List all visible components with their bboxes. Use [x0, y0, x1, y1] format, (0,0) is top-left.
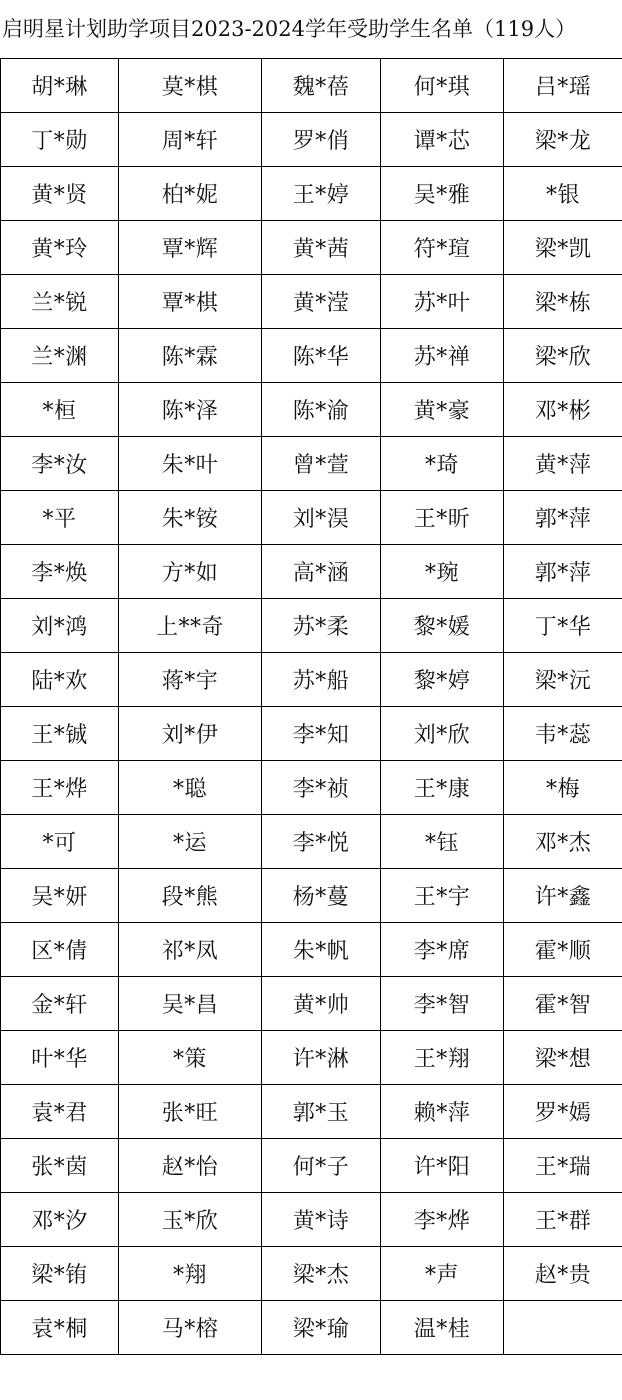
table-row: [1, 1085, 622, 1139]
student-name-cell: 丁*勋: [1, 113, 119, 167]
student-name-cell: *翔: [119, 1247, 262, 1301]
student-name-cell: 袁*君: [1, 1085, 119, 1139]
student-name-cell: 黄*豪: [381, 383, 504, 437]
student-name-cell: 玉*欣: [119, 1193, 262, 1247]
student-name-cell: 刘*鸿: [1, 599, 119, 653]
student-name-cell: 许*鑫: [504, 869, 622, 923]
student-name-cell: 胡*琳: [1, 59, 119, 113]
student-name-cell: 魏*蓓: [262, 59, 381, 113]
student-name-cell: 赖*萍: [381, 1085, 504, 1139]
student-name-cell: 刘*淏: [262, 491, 381, 545]
student-name-cell: 段*熊: [119, 869, 262, 923]
student-name-cell: 梁*想: [504, 1031, 622, 1085]
student-name-cell: 吴*昌: [119, 977, 262, 1031]
student-name-cell: 柏*妮: [119, 167, 262, 221]
student-name-cell: 王*群: [504, 1193, 622, 1247]
student-name-cell: 黄*萍: [504, 437, 622, 491]
student-name-cell: 刘*伊: [119, 707, 262, 761]
student-name-cell: 吕*瑶: [504, 59, 622, 113]
student-name-cell: 郭*萍: [504, 491, 622, 545]
student-name-cell: 张*旺: [119, 1085, 262, 1139]
student-name-cell: 梁*凯: [504, 221, 622, 275]
student-name-cell: 梁*龙: [504, 113, 622, 167]
student-name-cell: 周*轩: [119, 113, 262, 167]
student-name-cell: 赵*怡: [119, 1139, 262, 1193]
student-name-cell: [504, 1301, 622, 1355]
student-name-cell: 梁*杰: [262, 1247, 381, 1301]
table-row: [1, 707, 622, 761]
student-name-cell: 蒋*宇: [119, 653, 262, 707]
student-name-cell: *桓: [1, 383, 119, 437]
student-name-cell: *运: [119, 815, 262, 869]
table-row: [1, 329, 622, 383]
student-name-cell: 梁*沅: [504, 653, 622, 707]
student-name-cell: 何*子: [262, 1139, 381, 1193]
student-name-cell: 黄*滢: [262, 275, 381, 329]
student-name-cell: 符*瑄: [381, 221, 504, 275]
student-name-cell: 覃*棋: [119, 275, 262, 329]
table-row: [1, 977, 622, 1031]
student-name-cell: 吴*妍: [1, 869, 119, 923]
student-name-cell: 温*桂: [381, 1301, 504, 1355]
student-name-cell: 陈*霖: [119, 329, 262, 383]
student-name-cell: *琬: [381, 545, 504, 599]
table-row: [1, 1031, 622, 1085]
student-name-cell: 王*康: [381, 761, 504, 815]
student-name-cell: 黎*婷: [381, 653, 504, 707]
student-name-cell: 金*轩: [1, 977, 119, 1031]
student-name-cell: 黎*媛: [381, 599, 504, 653]
student-name-cell: 王*婷: [262, 167, 381, 221]
student-name-cell: *梅: [504, 761, 622, 815]
table-row: [1, 1301, 622, 1355]
student-name-cell: 区*倩: [1, 923, 119, 977]
student-name-cell: 张*茵: [1, 1139, 119, 1193]
student-name-cell: 韦*蕊: [504, 707, 622, 761]
student-name-cell: 丁*华: [504, 599, 622, 653]
student-name-cell: 陈*渝: [262, 383, 381, 437]
table-row: [1, 815, 622, 869]
student-name-cell: 许*淋: [262, 1031, 381, 1085]
student-name-cell: 李*知: [262, 707, 381, 761]
student-name-cell: 梁*铕: [1, 1247, 119, 1301]
student-name-cell: 上**奇: [119, 599, 262, 653]
student-name-cell: 朱*铵: [119, 491, 262, 545]
student-name-cell: 袁*桐: [1, 1301, 119, 1355]
table-row: [1, 653, 622, 707]
student-name-cell: 莫*棋: [119, 59, 262, 113]
student-name-cell: 霍*智: [504, 977, 622, 1031]
student-name-cell: 苏*船: [262, 653, 381, 707]
student-name-cell: 谭*芯: [381, 113, 504, 167]
student-name-cell: 马*榕: [119, 1301, 262, 1355]
student-name-cell: 黄*诗: [262, 1193, 381, 1247]
student-name-cell: 何*琪: [381, 59, 504, 113]
table-row: [1, 167, 622, 221]
student-name-cell: 王*铖: [1, 707, 119, 761]
student-name-cell: 兰*锐: [1, 275, 119, 329]
table-row: [1, 923, 622, 977]
student-name-cell: 杨*蔓: [262, 869, 381, 923]
student-name-cell: 李*烨: [381, 1193, 504, 1247]
student-name-cell: 邓*汐: [1, 1193, 119, 1247]
student-name-cell: 李*汝: [1, 437, 119, 491]
student-name-cell: *琦: [381, 437, 504, 491]
student-name-cell: 刘*欣: [381, 707, 504, 761]
student-name-cell: 兰*渊: [1, 329, 119, 383]
student-name-cell: 邓*彬: [504, 383, 622, 437]
table-row: [1, 869, 622, 923]
table-row: [1, 491, 622, 545]
table-row: [1, 275, 622, 329]
student-name-cell: 苏*柔: [262, 599, 381, 653]
table-row: [1, 1193, 622, 1247]
student-name-cell: 梁*瑜: [262, 1301, 381, 1355]
student-name-cell: 叶*华: [1, 1031, 119, 1085]
student-name-cell: 李*焕: [1, 545, 119, 599]
student-name-cell: 朱*叶: [119, 437, 262, 491]
table-row: [1, 383, 622, 437]
student-name-cell: *聪: [119, 761, 262, 815]
table-row: [1, 545, 622, 599]
student-name-cell: 苏*禅: [381, 329, 504, 383]
table-row: [1, 113, 622, 167]
student-name-cell: 王*昕: [381, 491, 504, 545]
student-name-cell: 李*祯: [262, 761, 381, 815]
student-name-cell: 陈*泽: [119, 383, 262, 437]
table-row: [1, 437, 622, 491]
student-name-cell: 梁*欣: [504, 329, 622, 383]
student-name-cell: *声: [381, 1247, 504, 1301]
student-name-cell: *平: [1, 491, 119, 545]
student-name-cell: 邓*杰: [504, 815, 622, 869]
student-name-cell: 祁*凤: [119, 923, 262, 977]
student-name-cell: 王*宇: [381, 869, 504, 923]
student-name-cell: *银: [504, 167, 622, 221]
table-row: [1, 1139, 622, 1193]
table-row: [1, 599, 622, 653]
student-name-cell: 梁*栋: [504, 275, 622, 329]
document-title: 启明星计划助学项目2023-2024学年受助学生名单（119人）: [2, 17, 577, 41]
student-name-cell: 李*悦: [262, 815, 381, 869]
student-name-cell: 郭*萍: [504, 545, 622, 599]
student-name-cell: 曾*萱: [262, 437, 381, 491]
student-name-cell: 黄*玲: [1, 221, 119, 275]
student-name-cell: 李*席: [381, 923, 504, 977]
student-name-cell: 朱*帆: [262, 923, 381, 977]
student-name-cell: *可: [1, 815, 119, 869]
student-name-cell: 黄*茜: [262, 221, 381, 275]
student-name-cell: 郭*玉: [262, 1085, 381, 1139]
student-name-cell: 许*阳: [381, 1139, 504, 1193]
student-roster-table: [0, 58, 622, 1355]
student-name-cell: 高*涵: [262, 545, 381, 599]
student-name-cell: 黄*帅: [262, 977, 381, 1031]
table-row: [1, 1247, 622, 1301]
roster-body: [1, 59, 622, 1355]
table-row: [1, 761, 622, 815]
student-name-cell: 陆*欢: [1, 653, 119, 707]
student-name-cell: 赵*贵: [504, 1247, 622, 1301]
student-name-cell: 王*瑞: [504, 1139, 622, 1193]
table-row: [1, 59, 622, 113]
table-row: [1, 221, 622, 275]
student-name-cell: 罗*俏: [262, 113, 381, 167]
student-name-cell: 罗*嫣: [504, 1085, 622, 1139]
student-name-cell: 王*翔: [381, 1031, 504, 1085]
student-name-cell: *策: [119, 1031, 262, 1085]
student-name-cell: 王*烨: [1, 761, 119, 815]
student-name-cell: 苏*叶: [381, 275, 504, 329]
student-name-cell: 方*如: [119, 545, 262, 599]
student-name-cell: *钰: [381, 815, 504, 869]
student-name-cell: 覃*辉: [119, 221, 262, 275]
student-name-cell: 李*智: [381, 977, 504, 1031]
student-name-cell: 霍*顺: [504, 923, 622, 977]
student-name-cell: 陈*华: [262, 329, 381, 383]
student-name-cell: 黄*贤: [1, 167, 119, 221]
student-name-cell: 吴*雅: [381, 167, 504, 221]
